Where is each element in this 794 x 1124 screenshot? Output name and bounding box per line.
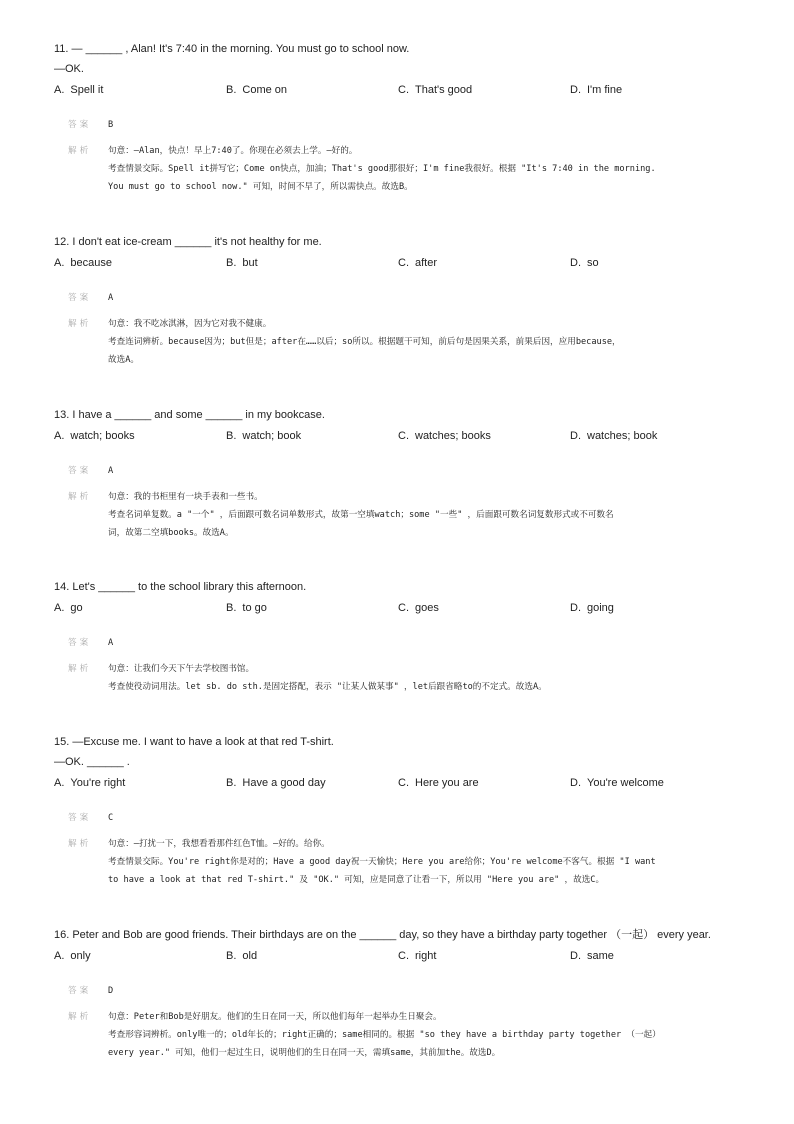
question-stem: 13. I have a ______ and some ______ in my bookcase. [54,409,325,421]
answer-value: A [108,293,114,303]
option-b[interactable]: B. Have a good day [226,777,326,789]
options-row [54,946,754,966]
option-a[interactable]: A. watch; books [54,430,135,442]
answer-value: B [108,120,114,130]
question-16 [54,925,754,1062]
question-stem: 11. — ______ , Alan! It's 7:40 in the morning. You must go to school now. [54,43,410,55]
option-b[interactable]: B. to go [226,602,267,614]
answer-block [68,982,754,1062]
answer-value: A [108,466,114,476]
analysis-label: 解析 [68,664,92,674]
answer-label: 答案 [68,466,92,476]
analysis-label: 解析 [68,492,92,502]
option-b[interactable]: B. Come on [226,84,288,96]
option-a[interactable]: A. You're right [54,777,126,789]
question-15 [54,732,754,889]
options-row [54,80,754,100]
answer-label: 答案 [68,293,92,303]
answer-block [68,809,754,889]
option-c[interactable]: C. Here you are [398,777,479,789]
option-b[interactable]: B. but [226,257,258,269]
answer-value: C [108,813,114,823]
analysis-label: 解析 [68,1012,92,1022]
question-stem: 15. —Excuse me. I want to have a look at that red T-shirt. [54,736,334,748]
answer-label: 答案 [68,120,92,130]
analysis-text: 句意：—打扰一下，我想看看那件红色T恤。—好的。给你。 考查情景交际。You're right你是对的；Have a good day祝一天愉快；Here you are给你；You're welcome不客气。根据 "I want to have a look at that red T-shirt." 及 "OK." 可知，应是同意了让看一下，所以用 "Here you are" ，故选C。 [108,839,656,885]
question-11 [54,39,754,196]
option-a[interactable]: A. only [54,950,91,962]
question-14 [54,577,754,696]
question-12 [54,232,754,369]
answer-block [68,462,754,542]
analysis-label: 解析 [68,319,92,329]
option-d[interactable]: D. I'm fine [570,84,623,96]
option-d[interactable]: D. going [570,602,614,614]
analysis-text: 句意：—Alan，快点！早上7:40了。你现在必须去上学。—好的。 考查情景交际。Spell it拼写它；Come on快点，加油；That's good那很好；I'm fine我很好。根据 "It's 7:40 in the morning. You must go to school now." 可知，时间不早了，所以需快点。故选B。 [108,146,656,192]
option-c[interactable]: C. after [398,257,438,269]
option-b[interactable]: B. watch; book [226,430,302,442]
answer-block [68,289,754,369]
option-c[interactable]: C. That's good [398,84,473,96]
analysis-text: 句意：我的书柜里有一块手表和一些书。 考查名词单复数。a "一个" ，后面跟可数名词单数形式，故第一空填watch；some "一些" ，后面跟可数名词复数形式或不可数名 词，故第二空填books。故选A。 [108,492,614,538]
analysis-label: 解析 [68,839,92,849]
question-stem-response: —OK. ______ . [54,756,130,768]
answer-value: A [108,638,114,648]
option-d[interactable]: D. same [570,950,614,962]
analysis-text: 句意：我不吃冰淇淋，因为它对我不健康。 考查连词辨析。because因为；but但是；after在……以后；so所以。根据题干可知，前后句是因果关系，前果后因，应用because， 故选A。 [108,319,621,365]
option-c[interactable]: C. watches; books [398,430,491,442]
options-row [54,773,754,793]
analysis-text: 句意：Peter和Bob是好朋友。他们的生日在同一天，所以他们每年一起举办生日聚会。 考查形容词辨析。only唯一的；old年长的；right正确的；same相同的。根据 "so they have a birthday party together （一起） every year." 可知，他们一起过生日，说明他们的生日在同一天，需填same，其前加the。故选D。 [108,1012,661,1058]
answer-label: 答案 [68,813,92,823]
question-stem: 16. Peter and Bob are good friends. Their birthdays are on the ______ day, so they have a birthday party together （一起） every year. [54,929,711,941]
option-a[interactable]: A. go [54,602,83,614]
options-row [54,426,754,446]
question-13 [54,405,754,542]
options-row [54,253,754,273]
option-d[interactable]: D. watches; book [570,430,658,442]
question-stem: 12. I don't eat ice-cream ______ it's not healthy for me. [54,236,322,248]
answer-block [68,116,754,196]
analysis-text: 句意：让我们今天下午去学校图书馆。 考查使役动词用法。let sb. do sth.是固定搭配，表示 "让某人做某事" ，let后跟省略to的不定式。故选A。 [108,664,547,692]
answer-value: D [108,986,114,996]
option-a[interactable]: A. Spell it [54,84,104,96]
answer-block [68,634,754,696]
option-d[interactable]: D. You're welcome [570,777,664,789]
option-c[interactable]: C. right [398,950,437,962]
options-row [54,598,754,618]
option-c[interactable]: C. goes [398,602,439,614]
analysis-label: 解析 [68,146,92,156]
question-stem-response: —OK. [54,63,84,75]
option-d[interactable]: D. so [570,257,599,269]
option-a[interactable]: A. because [54,257,112,269]
answer-label: 答案 [68,986,92,996]
answer-label: 答案 [68,638,92,648]
option-b[interactable]: B. old [226,950,258,962]
question-stem: 14. Let's ______ to the school library this afternoon. [54,581,307,593]
